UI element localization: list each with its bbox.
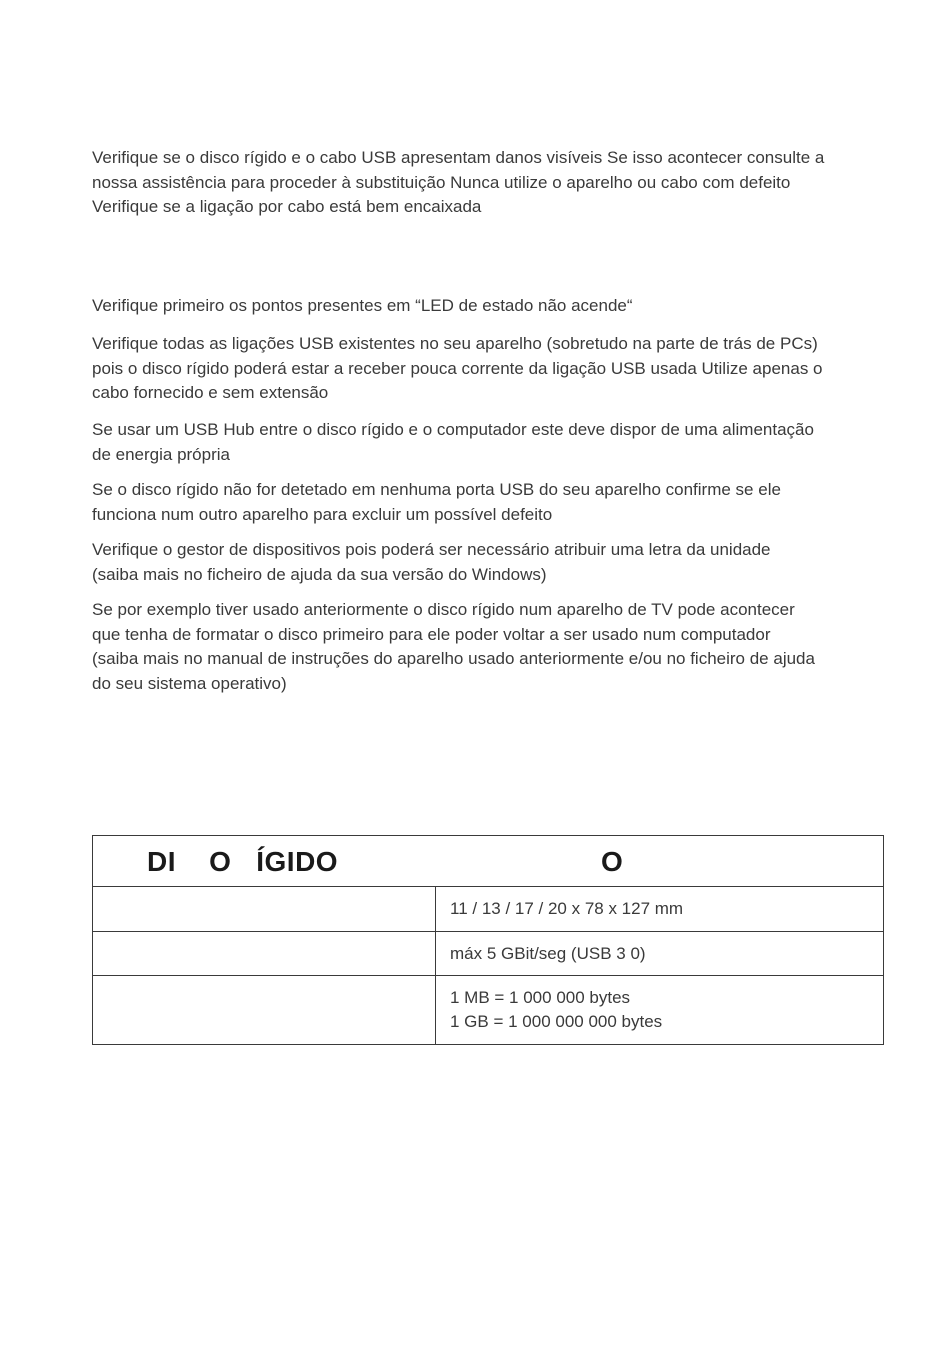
text-line: Se usar um USB Hub entre o disco rígido e o computador este deve dispor de uma alimentação	[92, 420, 814, 439]
text-line: Verifique o gestor de dispositivos pois poderá ser necessário atribuir uma letra da unidade	[92, 540, 771, 559]
paragraph-usb-hub	[92, 418, 892, 467]
spec-value-capacity-gb: 1 GB = 1 000 000 000 bytes	[450, 1012, 663, 1031]
paragraph-format-disk	[92, 598, 892, 696]
text-line: Verifique primeiro os pontos presentes em “LED de estado não acende“	[92, 296, 633, 315]
table-row	[93, 932, 884, 976]
text-line: Se por exemplo tiver usado anteriormente o disco rígido num aparelho de TV pode acontecer	[92, 600, 795, 619]
text-line: que tenha de formatar o disco primeiro para ele poder voltar a ser usado num computador	[92, 624, 771, 644]
text-line: Verifique se a ligação por cabo está bem encaixada	[92, 197, 482, 216]
text-line: funciona num outro aparelho para excluir um possível defeito	[92, 504, 553, 524]
text-line: (saiba mais no manual de instruções do aparelho usado anteriormente e/ou no ficheiro de ajuda	[92, 649, 815, 668]
text-line: de energia própria	[92, 444, 230, 464]
spec-label-cell	[93, 887, 436, 932]
paragraph-device-manager	[92, 538, 892, 587]
spec-value-transfer-rate: máx 5 GBit/seg (USB 3 0)	[450, 943, 646, 963]
spec-label-cell	[93, 932, 436, 976]
paragraph-not-detected	[92, 478, 892, 527]
paragraph-usb-connections	[92, 332, 892, 406]
spec-table	[92, 835, 884, 1045]
text-line: Se o disco rígido não for detetado em nenhuma porta USB do seu aparelho confirme se ele	[92, 480, 781, 499]
text-line: Verifique se o disco rígido e o cabo USB apresentam danos visíveis Se isso acontecer consulte a	[92, 148, 825, 167]
spec-table-title-right: O	[601, 846, 623, 877]
text-line: do seu sistema operativo)	[92, 673, 287, 693]
paragraph-cable-check	[92, 146, 892, 220]
text-line: nossa assistência para proceder à substituição Nunca utilize o aparelho ou cabo com defeito	[92, 172, 791, 192]
text-line: cabo fornecido e sem extensão	[92, 383, 329, 402]
spec-value-cell	[436, 887, 884, 932]
spec-table-header-cell	[93, 836, 884, 887]
spec-table-title: DI O ÍGIDO	[147, 846, 339, 877]
text-line: pois o disco rígido poderá estar a receber pouca corrente da ligação USB usada Utilize apenas o	[92, 358, 823, 378]
spec-label-cell	[93, 976, 436, 1045]
spec-value-cell	[436, 976, 884, 1045]
spec-value-cell	[436, 932, 884, 976]
spec-table-header	[93, 836, 884, 887]
spec-value-dimensions: 11 / 13 / 17 / 20 x 78 x 127 mm	[450, 899, 684, 918]
paragraph-check-led	[92, 294, 892, 319]
text-line: Verifique todas as ligações USB existentes no seu aparelho (sobretudo na parte de trás de PCs)	[92, 334, 818, 353]
spec-value-capacity-mb: 1 MB = 1 000 000 bytes	[450, 988, 631, 1007]
table-row	[93, 887, 884, 932]
table-row	[93, 976, 884, 1045]
text-line: (saiba mais no ficheiro de ajuda da sua versão do Windows)	[92, 564, 547, 584]
